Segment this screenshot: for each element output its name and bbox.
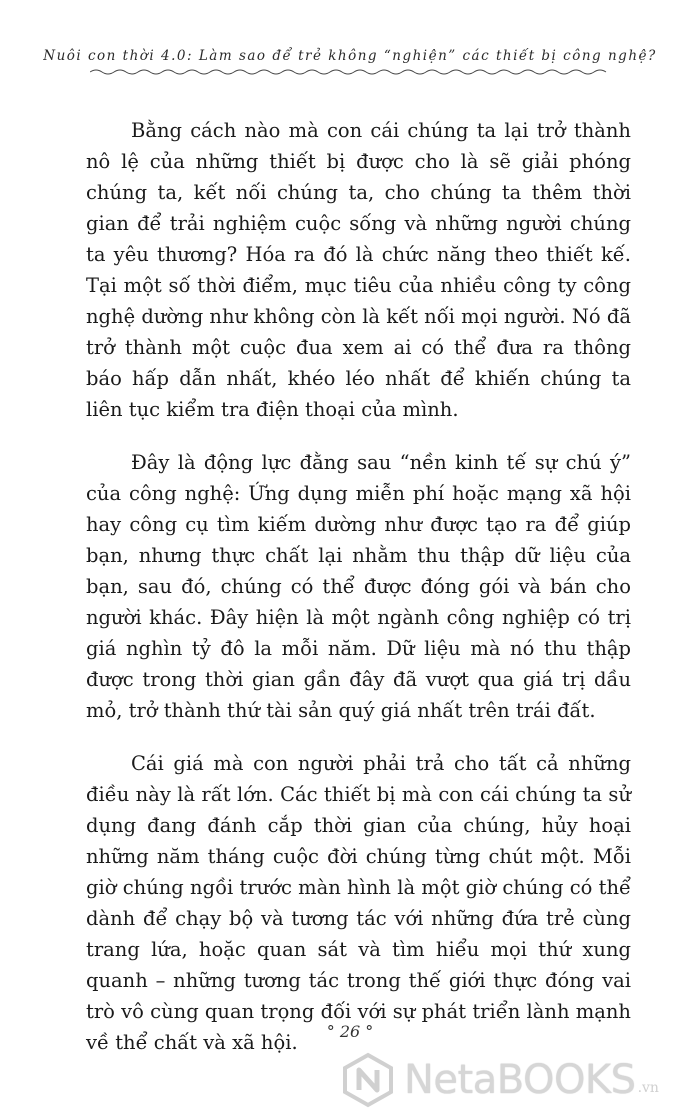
body-text — [86, 115, 631, 1080]
netabooks-watermark — [340, 1050, 680, 1110]
paragraph-2: Đây là động lực đằng sau “nền kinh tế sự chú ý” của công nghệ: Ứng dụng miễn phí hoặc mạng xã hội hay công cụ tìm kiếm dường như được tạo ra để giúp bạn, nhưng thực chất lại nhằm thu thập dữ liệu của bạn, sau đó, chúng có thể được đóng gói và bán cho người khác. Đây hiện là một ngành công nghiệp có trị giá nghìn tỷ đô la mỗi năm. Dữ liệu mà nó thu thập được trong thời gian gần đây đã vượt qua giá trị dầu mỏ, trở thành thứ tài sản quý giá nhất trên trái đất. — [86, 451, 631, 722]
header-wavy-rule — [90, 68, 610, 76]
page-number: ° 26 ° — [326, 1022, 374, 1041]
netabooks-logo-icon — [340, 1052, 396, 1108]
running-header: Nuôi con thời 4.0: Làm sao để trẻ không “nghiện” các thiết bị công nghệ? — [43, 48, 657, 64]
paragraph-3: Cái giá mà con người phải trả cho tất cả những điều này là rất lớn. Các thiết bị mà con cái chúng ta sử dụng đang đánh cắp thời gian của chúng, hủy hoại những năm tháng cuộc đời chúng từng chút một. Mỗi giờ chúng ngồi trước màn hình là một giờ chúng có thể dành để chạy bộ và tương tác với những đứa trẻ cùng trang lứa, hoặc quan sát và tìm hiểu mọi thứ xung quanh – những tương tác trong thế giới thực đóng vai trò vô cùng quan trọng đối với sự phát triển lành mạnh về thể chất và xã hội. — [86, 752, 631, 1054]
paragraph-1: Bằng cách nào mà con cái chúng ta lại trở thành nô lệ của những thiết bị được cho là sẽ giải phóng chúng ta, kết nối chúng ta, cho chúng ta thêm thời gian để trải nghiệm cuộc sống và những người chúng ta yêu thương? Hóa ra đó là chức năng theo thiết kế. Tại một số thời điểm, mục tiêu của nhiều công ty công nghệ dường như không còn là kết nối mọi người. Nó đã trở thành một cuộc đua xem ai có thể đưa ra thông báo hấp dẫn nhất, khéo léo nhất để khiến chúng ta liên tục kiểm tra điện thoại của mình. — [86, 119, 631, 421]
watermark-brand: NetaBOOKS — [404, 1057, 636, 1103]
watermark-suffix: .vn — [637, 1080, 659, 1096]
